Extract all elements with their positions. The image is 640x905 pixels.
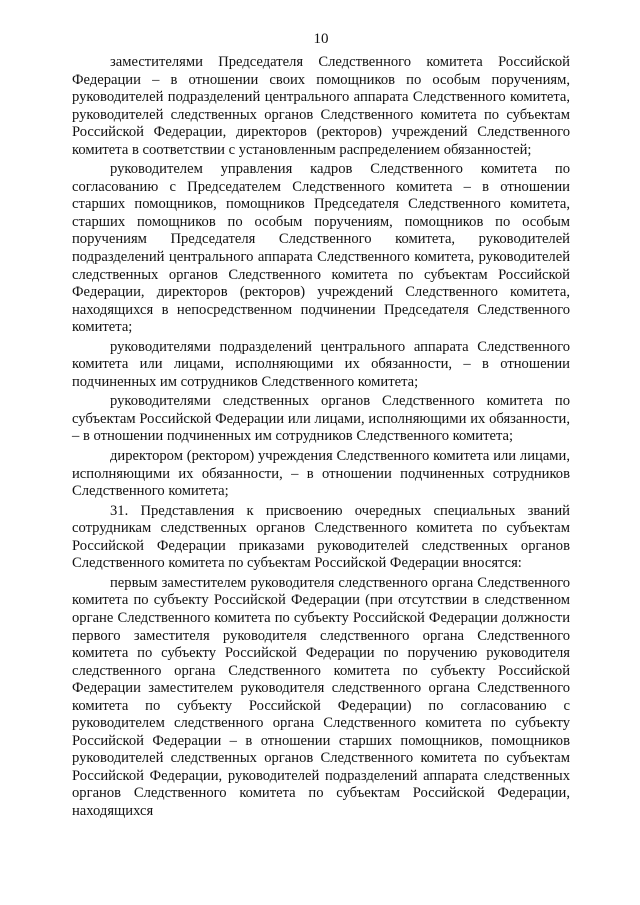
- paragraph: первым заместителем руководителя следственного органа Следственного комитета по субъекту Российской Федерации (при отсутствии в следственном органе Следственного комитета по субъекту Российской Федерации должности первого заместителя руководителя следственного органа Следственного комитета по субъекту Российской Федерации по поручению руководителя следственного органа Следственного комитета по субъекту Российской Федерации заместителем руководителя следственного органа Следственного комитета по субъекту Российской Федерации) по согласованию с руководителем следственного органа Следственного комитета по субъекту Российской Федерации – в отношении старших помощников, помощников руководителей следственных органов Следственного комитета по субъектам Российской Федерации, руководителей подразделений аппарата следственных органов Следственного комитета по субъектам Российской Федерации, находящихся: [72, 574, 570, 819]
- paragraph: руководителем управления кадров Следственного комитета по согласованию с Председателем Следственного комитета – в отношении старших помощников, помощников Председателя Следственного комитета, старших помощников по особым поручениям, помощников по особым поручениям Председателя Следственного комитета, руководителей подразделений центрального аппарата Следственного комитета, руководителей следственных органов Следственного комитета по субъектам Российской Федерации, директоров (ректоров) учреждений Следственного комитета, находящихся в непосредственном подчинении Председателя Следственного комитета;: [72, 161, 570, 336]
- document-body: [72, 54, 570, 821]
- paragraph: руководителями следственных органов Следственного комитета по субъектам Российской Федерации или лицами, исполняющими их обязанности, – в отношении подчиненных им сотрудников Следственного комитета;: [72, 393, 570, 445]
- paragraph: заместителями Председателя Следственного комитета Российской Федерации – в отношении своих помощников по особым поручениям, руководителей подразделений центрального аппарата Следственного комитета, руководителей следственных органов Следственного комитета по субъектам Российской Федерации, директоров (ректоров) учреждений Следственного комитета в соответствии с установленным распределением обязанностей;: [72, 54, 570, 158]
- paragraph: директором (ректором) учреждения Следственного комитета или лицами, исполняющими их обязанности, – в отношении подчиненных сотрудников Следственного комитета;: [72, 448, 570, 500]
- page-number: 10: [313, 31, 329, 47]
- paragraph: 31. Представления к присвоению очередных специальных званий сотрудникам следственных органов Следственного комитета по субъектам Российской Федерации приказами руководителей следственных органов Следственного комитета по субъектам Российской Федерации вносятся:: [72, 502, 570, 572]
- paragraph: руководителями подразделений центрального аппарата Следственного комитета или лицами, исполняющими их обязанности, – в отношении подчиненных им сотрудников Следственного комитета;: [72, 338, 570, 390]
